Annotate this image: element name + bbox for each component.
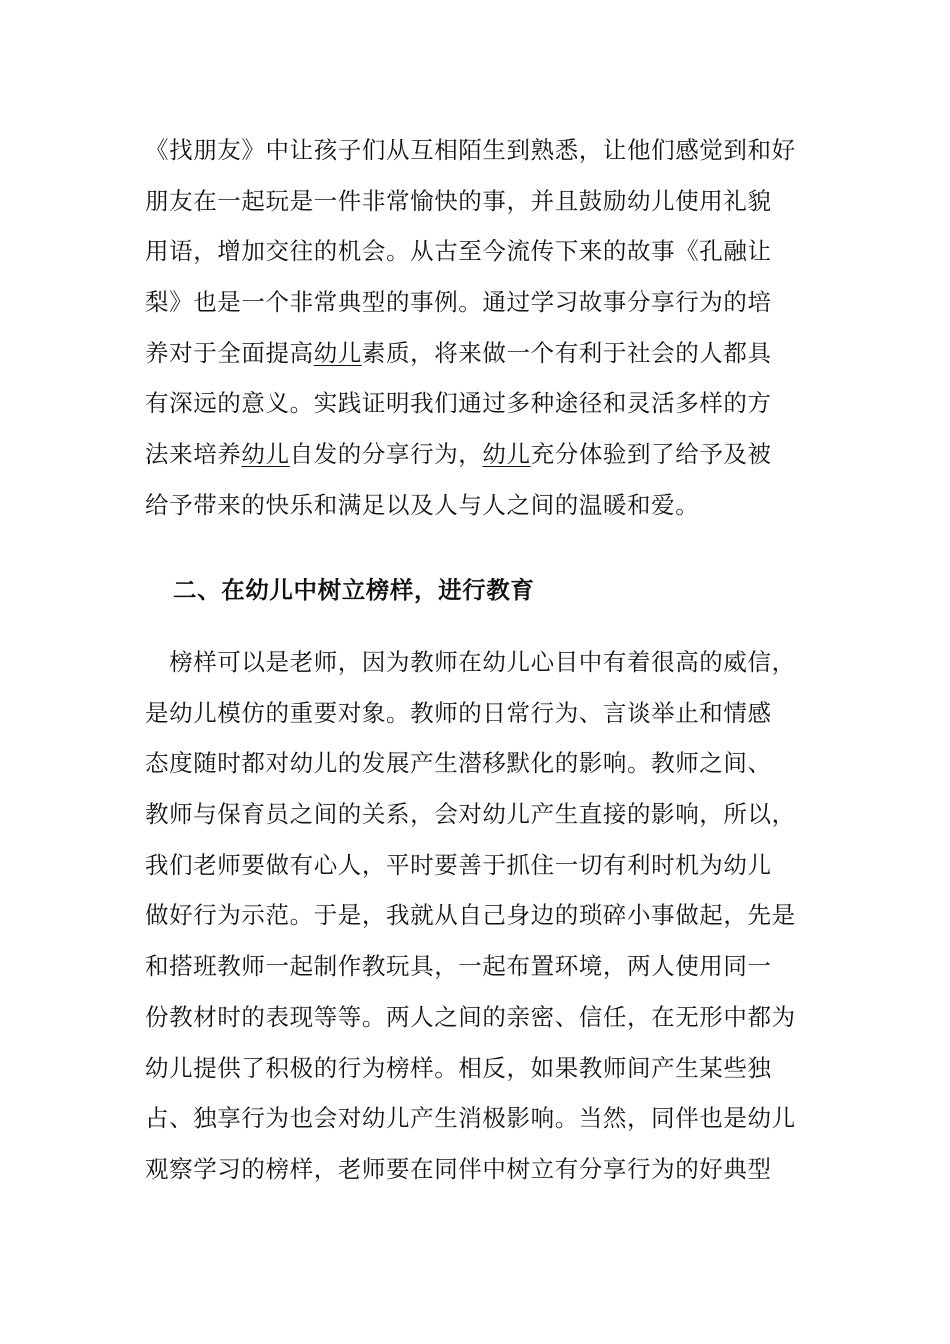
paragraph-line <box>145 125 825 176</box>
paragraph-line: 是幼儿模仿的重要对象。教师的日常行为、言谈举止和情感 <box>145 698 772 727</box>
paragraph-line <box>145 226 825 277</box>
text-run: 自发的分享行为， <box>289 440 483 469</box>
text-run: 梨》也是一个非常典型的事例。通过学习故事分享行为的培 <box>145 288 772 317</box>
section-heading: 二、在幼儿中树立榜样，进行教育 <box>173 576 535 604</box>
paragraph-line <box>145 378 825 429</box>
paragraph-line: 幼儿提供了积极的行为榜样。相反，如果教师间产生某些独 <box>145 1053 772 1082</box>
text-run: 法来培养 <box>145 440 242 469</box>
paragraph-1 <box>145 125 825 531</box>
paragraph-line: 份教材时的表现等等。两人之间的亲密、信任，在无形中都为 <box>145 1002 796 1031</box>
paragraph-line <box>145 328 825 379</box>
text-run: 朋友在一起玩是一件非常愉快的事，并且鼓励幼儿使用礼貌 <box>145 186 772 215</box>
underlined-term: 幼儿 <box>482 440 531 469</box>
text-run: 给予带来的快乐和满足以及人与人之间的温暖和爱。 <box>145 490 700 519</box>
text-run: 养对于全面提高 <box>145 338 314 367</box>
text-run: 有深远的意义。实践证明我们通过多种途径和灵活多样的方 <box>145 389 772 418</box>
underlined-term: 幼儿 <box>313 338 362 367</box>
paragraph-line: 观察学习的榜样，老师要在同伴中树立有分享行为的好典型 <box>145 1154 772 1183</box>
paragraph-line: 态度随时都对幼儿的发展产生潜移默化的影响。教师之间、 <box>145 749 772 778</box>
text-run: 《找朋友》中让孩子们从互相陌生到熟悉，让他们感觉到和好 <box>145 136 796 164</box>
paragraph-line: 教师与保育员之间的关系，会对幼儿产生直接的影响，所以， <box>145 800 796 829</box>
paragraph-line: 和搭班教师一起制作教玩具，一起布置环境，两人使用同一 <box>145 952 772 981</box>
paragraph-2 <box>145 637 825 1195</box>
paragraph-line <box>145 277 825 328</box>
paragraph-line <box>145 176 825 227</box>
paragraph-line <box>145 429 825 480</box>
paragraph-line: 做好行为示范。于是，我就从自己身边的琐碎小事做起，先是 <box>145 901 796 930</box>
paragraph-line <box>145 480 825 531</box>
text-run: 素质，将来做一个有利于社会的人都具 <box>361 338 772 367</box>
underlined-term: 幼儿 <box>241 440 290 469</box>
text-run: 充分体验到了给予及被 <box>530 440 772 469</box>
paragraph-line: 榜样可以是老师，因为教师在幼儿心目中有着很高的威信， <box>145 648 796 676</box>
paragraph-line: 占、独享行为也会对幼儿产生消极影响。当然，同伴也是幼儿 <box>145 1104 796 1133</box>
paragraph-line: 我们老师要做有心人，平时要善于抓住一切有利时机为幼儿 <box>145 850 772 879</box>
text-run: 用语，增加交往的机会。从古至今流传下来的故事《孔融让 <box>145 237 772 266</box>
